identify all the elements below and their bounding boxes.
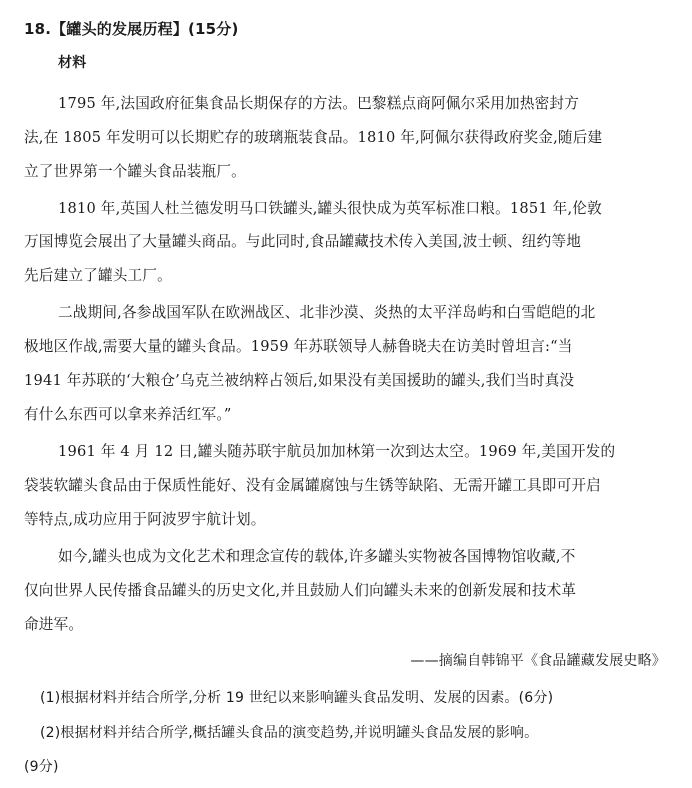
question-title: 18.【罐头的发展历程】(15分): [24, 20, 239, 38]
paragraph-5-line-1: 如今,罐头也成为文化艺术和理念宣传的载体,许多罐头实物被各国博物馆收藏,不: [58, 548, 576, 565]
paragraph-5-line-2: 仅向世界人民传播食品罐头的历史文化,并且鼓励人们向罐头未来的创新发展和技术革: [24, 582, 577, 599]
sub-question-1: (1)根据材料并结合所学,分析 19 世纪以来影响罐头食品发明、发展的因素。(6分): [40, 690, 554, 706]
paragraph-4-line-2: 袋装软罐头食品由于保质性能好、没有金属罐腐蚀与生锈等缺陷、无需开罐工具即可开启: [24, 477, 601, 494]
paragraph-4-line-1: 1961 年 4 月 12 日,罐头随苏联宇航员加加林第一次到达太空。1969 年,美国开发的: [58, 443, 616, 460]
paragraph-5-line-3: 命进军。: [24, 616, 84, 633]
paragraph-3-line-2: 极地区作战,需要大量的罐头食品。1959 年苏联领导人赫鲁晓夫在访美时曾坦言:“当: [24, 338, 573, 355]
material-label: 材料: [58, 55, 87, 71]
paragraph-1-line-1: 1795 年,法国政府征集食品长期保存的方法。巴黎糕点商阿佩尔采用加热密封方: [58, 95, 580, 112]
sub-question-2: (2)根据材料并结合所学,概括罐头食品的演变趋势,并说明罐头食品发展的影响。: [40, 725, 539, 741]
paragraph-2-line-2: 万国博览会展出了大量罐头商品。与此同时,食品罐藏技术传入美国,波士顿、纽约等地: [24, 233, 582, 250]
paragraph-3-line-1: 二战期间,各参战国军队在欧洲战区、北非沙漠、炎热的太平洋岛屿和白雪皑皑的北: [58, 304, 596, 321]
paragraph-4-line-3: 等特点,成功应用于阿波罗宇航计划。: [24, 511, 266, 528]
paragraph-2-line-1: 1810 年,英国人杜兰德发明马口铁罐头,罐头很快成为英军标准口粮。1851 年,伦敦: [58, 200, 602, 217]
paragraph-2-line-3: 先后建立了罐头工厂。: [24, 267, 172, 284]
paragraph-1-line-3: 立了世界第一个罐头食品装瓶厂。: [24, 163, 246, 180]
source-citation: ——摘编自韩锦平《食品罐藏发展史略》: [410, 653, 666, 669]
paragraph-1-line-2: 法,在 1805 年发明可以长期贮存的玻璃瓶装食品。1810 年,阿佩尔获得政府奖金,随后建: [24, 129, 603, 146]
sub-question-2-score: (9分): [24, 759, 59, 775]
paragraph-3-line-4: 有什么东西可以拿来养活红军。”: [24, 406, 232, 423]
paragraph-3-line-3: 1941 年苏联的‘大粮仓’乌克兰被纳粹占领后,如果没有美国援助的罐头,我们当时真没: [24, 372, 575, 389]
